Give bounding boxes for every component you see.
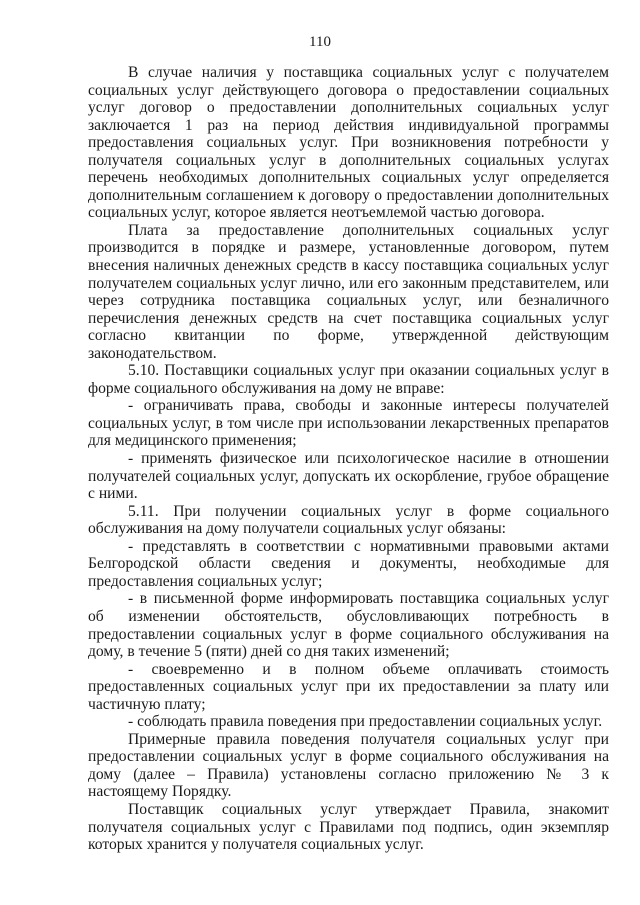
paragraph-additional-services-agreement: В случае наличия у поставщика социальных услуг с получателем социальных услуг действующего договора о предоставлении социальных услуг договор о предоставлении дополнительных социальных услуг заключается 1 раз на период действия индивидуальной программы предоставления социальных услуг. При возникновения потребности у получателя социальных услуг в дополнительных социальных услугах перечень необходимых дополнительных социальных услуг определяется дополнительным соглашением к договору о предоставлении дополнительных социальных услуг, которое является неотъемлемой частью договора.: [88, 64, 609, 222]
paragraph-rules-established: Примерные правила поведения получателя социальных услуг при предоставлении социальных услуг в форме социального обслуживания на дому (далее – Правила) установлены согласно приложению № 3 к настоящему Порядку.: [88, 730, 609, 801]
paragraph-payment-terms: Плата за предоставление дополнительных социальных услуг производится в порядке и размере, установленные договором, путем внесения наличных денежных средств в кассу поставщика социальных услуг получателем социальных услуг лично, или его законным представителем, или через сотрудника поставщика социальных услуг, или безналичного перечисления денежных средств на счет поставщика социальных услуг согласно квитанции по форме, утвержденной действующим законодательством.: [88, 221, 609, 362]
document-body: [88, 64, 609, 854]
list-item-inform-changes: - в письменной форме информировать поставщика социальных услуг об изменении обстоятельств, обусловливающих потребность в предоставлении социальных услуг в форме социального обслуживания на дому, в течение 5 (пяти) дней со дня таких изменений;: [88, 590, 609, 661]
list-item-no-violence: - применять физическое или психологическое насилие в отношении получателей социальных услуг, допускать их оскорбление, грубое обращение с ними.: [88, 450, 609, 503]
paragraph-section-5-10: 5.10. Поставщики социальных услуг при оказании социальных услуг в форме социального обслуживания на дому не вправе:: [88, 362, 609, 397]
list-item-pay-on-time: - своевременно и в полном объеме оплачивать стоимость предоставленных социальных услуг при их предоставлении за плату или частичную плату;: [88, 660, 609, 713]
paragraph-rules-approval: Поставщик социальных услуг утверждает Правила, знакомит получателя социальных услуг с Правилами под подпись, один экземпляр которых хранится у получателя социальных услуг.: [88, 800, 609, 854]
list-item-restrict-rights: - ограничивать права, свободы и законные интересы получателей социальных услуг, в том числе при использовании лекарственных препаратов для медицинского применения;: [88, 397, 609, 450]
page-number: 110: [309, 34, 331, 50]
list-item-provide-documents: - представлять в соответствии с нормативными правовыми актами Белгородской области сведения и документы, необходимые для предоставления социальных услуг;: [88, 537, 609, 590]
list-item-follow-rules: - соблюдать правила поведения при предоставлении социальных услуг.: [128, 713, 603, 731]
paragraph-section-5-11: 5.11. При получении социальных услуг в форме социального обслуживания на дому получатели социальных услуг обязаны:: [88, 502, 609, 538]
